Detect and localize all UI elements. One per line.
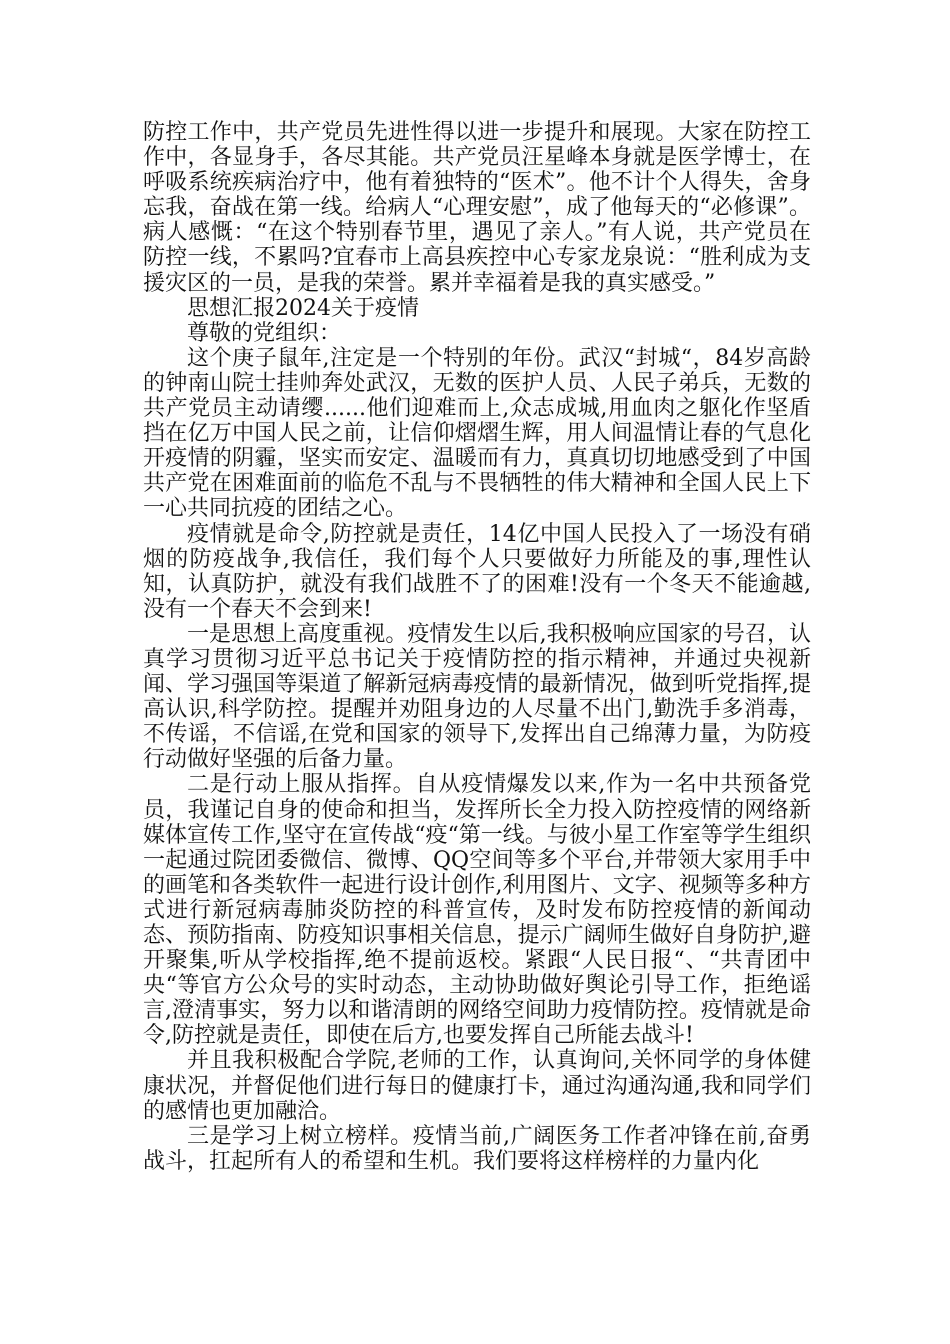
paragraph-cooperate-with-college: 并且我积极配合学院,老师的工作，认真询问,关怀同学的身体健康状况，并督促他们进行每日的健康打卡，通过沟通沟通,我和同学们的感情也更加融洽。 — [143, 1048, 811, 1124]
paragraph-action-obey-command: 二是行动上服从指挥。自从疫情爆发以来,作为一名中共预备党员，我谨记自身的使命和担当，发挥所长全力投入防控疫情的网络新媒体宣传工作,坚守在宣传战“疫“第一线。与彼小星工作室等学生组织一起通过院团委微信、微博、QQ空间等多个平台,并带领大家用手中的画笔和各类软件一起进行设计创作,利用图片、文字、视频等多种方式进行新冠病毒肺炎防控的科普宣传，及时发布防控疫情的新闻动态、预防指南、防疫知识事相关信息，提示广阔师生做好自身防护,避开聚集,听从学校指挥,绝不提前返校。紧跟“人民日报“、“共青团中央“等官方公众号的实时动态，主动协助做好舆论引导工作，拒绝谣言,澄清事实，努力以和谐清朗的网络空间助力疫情防控。疫情就是命令,防控就是责任，即使在后方,也要发挥自己所能去战斗! — [143, 772, 811, 1049]
paragraph-ideological-emphasis: 一是思想上高度重视。疫情发生以后,我积极响应国家的号召，认真学习贯彻习近平总书记关于疫情防控的指示精神，并通过央视新闻、学习强国等渠道了解新冠病毒疫情的最新情况，做到听党指挥,提高认识,科学防控。提醒并劝阻身边的人尽量不出门,勤洗手多消毒，不传谣，不信谣,在党和国家的领导下,发挥出自己绵薄力量，为防疫行动做好坚强的后备力量。 — [143, 621, 811, 773]
document-body — [143, 120, 811, 1174]
paragraph-learning-role-models: 三是学习上树立榜样。疫情当前,广阔医务工作者冲锋在前,奋勇战斗，扛起所有人的希望和生机。我们要将这样榜样的力量内化 — [143, 1123, 811, 1174]
document-title: 思想汇报2024关于疫情 — [187, 295, 419, 321]
paragraph-epidemic-is-command: 疫情就是命令,防控就是责任，14亿中国人民投入了一场没有硝烟的防疫战争,我信任，我们每个人只要做好力所能及的事,理性认知，认真防护，就没有我们战胜不了的困难!没有一个冬天不能逾越,没有一个春天不会到来! — [143, 521, 811, 622]
salutation: 尊敬的党组织： — [187, 320, 342, 346]
paragraph-party-members-frontline: 防控工作中，共产党员先进性得以进一步提升和展现。大家在防控工作中，各显身手，各尽其能。共产党员汪星峰本身就是医学博士，在呼吸系统疾病治疗中，他有着独特的“医术”。他不计个人得失，舍身忘我，奋战在第一线。给病人“心理安慰”，成了他每天的“必修课”。病人感慨：“在这个特别春节里，遇见了亲人。”有人说，共产党员在防控一线，不累吗?宜春市上高县疾控中心专家龙泉说：“胜利成为支援灾区的一员，是我的荣誉。累并幸福着是我的真实感受。” — [143, 120, 811, 296]
paragraph-gengzi-year: 这个庚子鼠年,注定是一个特别的年份。武汉“封城“，84岁高龄的钟南山院士挂帅奔处武汉，无数的医护人员、人民子弟兵，无数的共产党员主动请缨......他们迎难而上,众志成城,用血肉之躯化作坚盾挡在亿万中国人民之前，让信仰熠熠生辉，用人间温情让春的气息化开疫情的阴霾，坚实而安定、温暖而有力，真真切切地感受到了中国共产党在困难面前的临危不乱与不畏牺牲的伟大精神和全国人民上下一心共同抗疫的团结之心。 — [143, 345, 811, 522]
